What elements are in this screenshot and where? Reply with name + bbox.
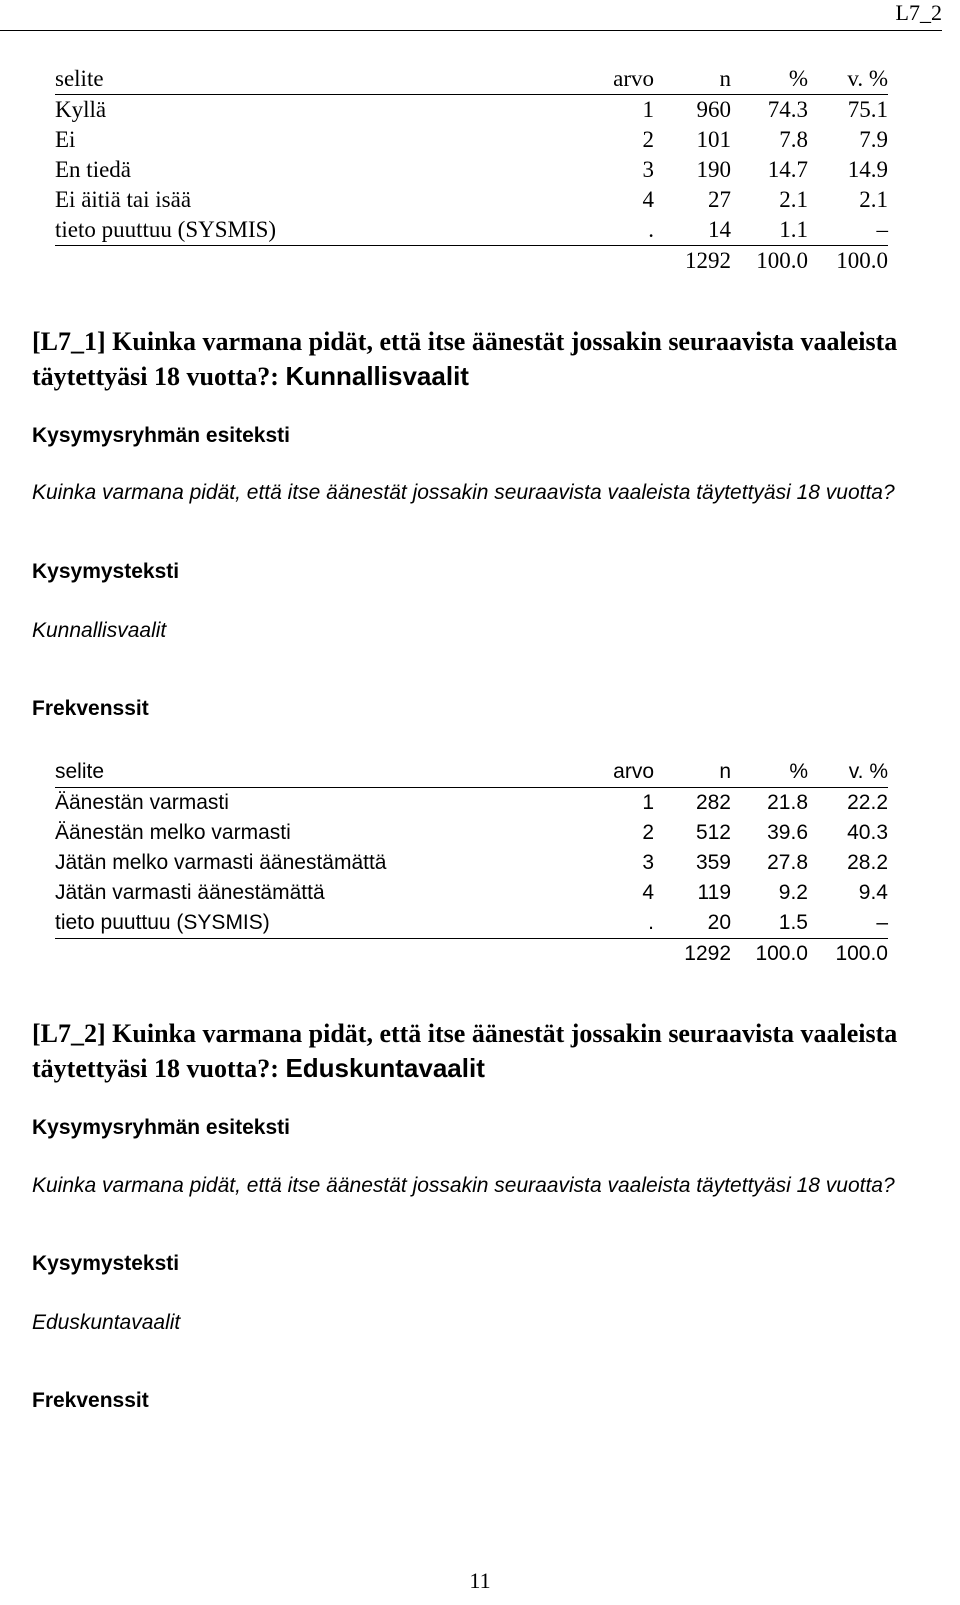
cell-n: 512 — [695, 821, 731, 844]
frequencies-label: Frekvenssit — [32, 1389, 149, 1412]
page-header-tag: L7_2 — [895, 0, 942, 25]
cell-n: 27 — [708, 187, 731, 212]
frequencies-label: Frekvenssit — [32, 697, 149, 720]
col-selite: selite — [55, 66, 104, 91]
cell-label: Kyllä — [55, 97, 107, 122]
table-row — [55, 95, 888, 125]
total-arvo — [558, 939, 654, 969]
table-row — [55, 155, 888, 185]
question-text: Kunnallisvaalit — [32, 619, 167, 642]
cell-pct: 7.8 — [779, 127, 808, 152]
cell-n: 20 — [707, 911, 731, 934]
cell-label: Äänestän varmasti — [55, 791, 229, 814]
cell-vpct: 75.1 — [847, 97, 888, 122]
section-title-prefix: [L7_1] Kuinka varmana pidät, että itse äänestät jossakin seuraavista vaaleista täytettyäsi 18 vuotta?: — [32, 327, 898, 391]
header-rule — [0, 30, 942, 31]
cell-n: 119 — [697, 881, 731, 904]
section-title-topic: Eduskuntavaalit — [285, 1053, 485, 1083]
table-total-row — [55, 246, 888, 276]
frequency-table-top — [55, 64, 888, 276]
frequency-table-l7-1 — [55, 757, 888, 969]
question-text: Eduskuntavaalit — [32, 1311, 181, 1334]
cell-label: En tiedä — [55, 157, 131, 182]
cell-pct: 14.7 — [767, 157, 808, 182]
cell-label: Ei — [55, 127, 76, 152]
cell-vpct: – — [876, 217, 888, 242]
cell-n: 282 — [695, 791, 731, 814]
table-header-row — [55, 64, 888, 95]
cell-n: 359 — [695, 851, 731, 874]
cell-vpct: 22.2 — [847, 791, 888, 814]
section-title-l7-1 — [32, 324, 932, 394]
total-pct: 100.0 — [756, 248, 808, 273]
total-arvo — [558, 246, 654, 276]
col-vpct: v. % — [848, 760, 888, 783]
group-text: Kuinka varmana pidät, että itse äänestät jossakin seuraavista vaaleista täytettyäsi 18 vuotta? — [32, 481, 895, 504]
cell-vpct: 14.9 — [847, 157, 888, 182]
cell-label: Jätän melko varmasti äänestämättä — [55, 851, 387, 874]
cell-arvo: 3 — [642, 157, 654, 182]
cell-pct: 21.8 — [767, 791, 808, 814]
total-n: 1292 — [685, 248, 731, 273]
cell-pct: 1.5 — [778, 911, 808, 934]
cell-vpct: 7.9 — [859, 127, 888, 152]
cell-label: Jätän varmasti äänestämättä — [55, 881, 325, 904]
cell-arvo: 2 — [642, 127, 654, 152]
total-label — [55, 939, 558, 969]
cell-n: 101 — [696, 127, 731, 152]
total-label — [55, 246, 558, 276]
page-number: 11 — [469, 1568, 491, 1593]
cell-arvo: . — [648, 217, 654, 242]
cell-pct: 39.6 — [767, 821, 808, 844]
col-selite: selite — [55, 760, 105, 783]
col-arvo: arvo — [613, 66, 654, 91]
cell-n: 14 — [708, 217, 731, 242]
cell-arvo: 2 — [642, 821, 654, 844]
table-row — [55, 908, 888, 939]
cell-pct: 27.8 — [767, 851, 808, 874]
col-pct: % — [789, 760, 808, 783]
cell-arvo: 3 — [642, 851, 654, 874]
cell-vpct: 40.3 — [847, 821, 888, 844]
cell-label: tieto puuttuu (SYSMIS) — [55, 217, 277, 242]
total-pct: 100.0 — [755, 942, 808, 965]
question-text-label: Kysymysteksti — [32, 1252, 180, 1275]
table-row — [55, 125, 888, 155]
cell-pct: 2.1 — [779, 187, 808, 212]
total-vpct: 100.0 — [836, 248, 888, 273]
cell-arvo: 1 — [642, 791, 654, 814]
table-header-row — [55, 757, 888, 788]
cell-arvo: 4 — [642, 187, 654, 212]
col-arvo: arvo — [613, 760, 654, 783]
cell-vpct: – — [876, 911, 888, 934]
cell-arvo: 4 — [642, 881, 654, 904]
col-vpct: v. % — [847, 66, 888, 91]
table-row — [55, 848, 888, 878]
section-title-l7-2 — [32, 1016, 932, 1086]
question-text-label: Kysymysteksti — [32, 560, 180, 583]
group-text-label: Kysymysryhmän esiteksti — [32, 424, 290, 447]
total-n: 1292 — [684, 942, 731, 965]
table-row — [55, 185, 888, 215]
cell-label: Ei äitiä tai isää — [55, 187, 192, 212]
group-text: Kuinka varmana pidät, että itse äänestät jossakin seuraavista vaaleista täytettyäsi 18 vuotta? — [32, 1174, 895, 1197]
table-total-row — [55, 939, 888, 969]
cell-arvo: 1 — [642, 97, 654, 122]
cell-n: 960 — [696, 97, 731, 122]
cell-vpct: 28.2 — [847, 851, 888, 874]
cell-n: 190 — [696, 157, 731, 182]
cell-pct: 9.2 — [778, 881, 808, 904]
cell-label: tieto puuttuu (SYSMIS) — [55, 911, 270, 934]
table-row — [55, 215, 888, 246]
table-row — [55, 818, 888, 848]
cell-vpct: 2.1 — [859, 187, 888, 212]
col-n: n — [719, 66, 731, 91]
col-n: n — [719, 760, 731, 783]
cell-label: Äänestän melko varmasti — [55, 821, 291, 844]
section-title-prefix: [L7_2] Kuinka varmana pidät, että itse äänestät jossakin seuraavista vaaleista täytettyäsi 18 vuotta?: — [32, 1019, 898, 1083]
cell-arvo: . — [648, 911, 654, 934]
cell-vpct: 9.4 — [858, 881, 888, 904]
table-row — [55, 878, 888, 908]
cell-pct: 74.3 — [767, 97, 808, 122]
section-title-topic: Kunnallisvaalit — [285, 361, 469, 391]
total-vpct: 100.0 — [835, 942, 888, 965]
col-pct: % — [788, 66, 808, 91]
table-row — [55, 788, 888, 818]
cell-pct: 1.1 — [779, 217, 808, 242]
group-text-label: Kysymysryhmän esiteksti — [32, 1116, 290, 1139]
